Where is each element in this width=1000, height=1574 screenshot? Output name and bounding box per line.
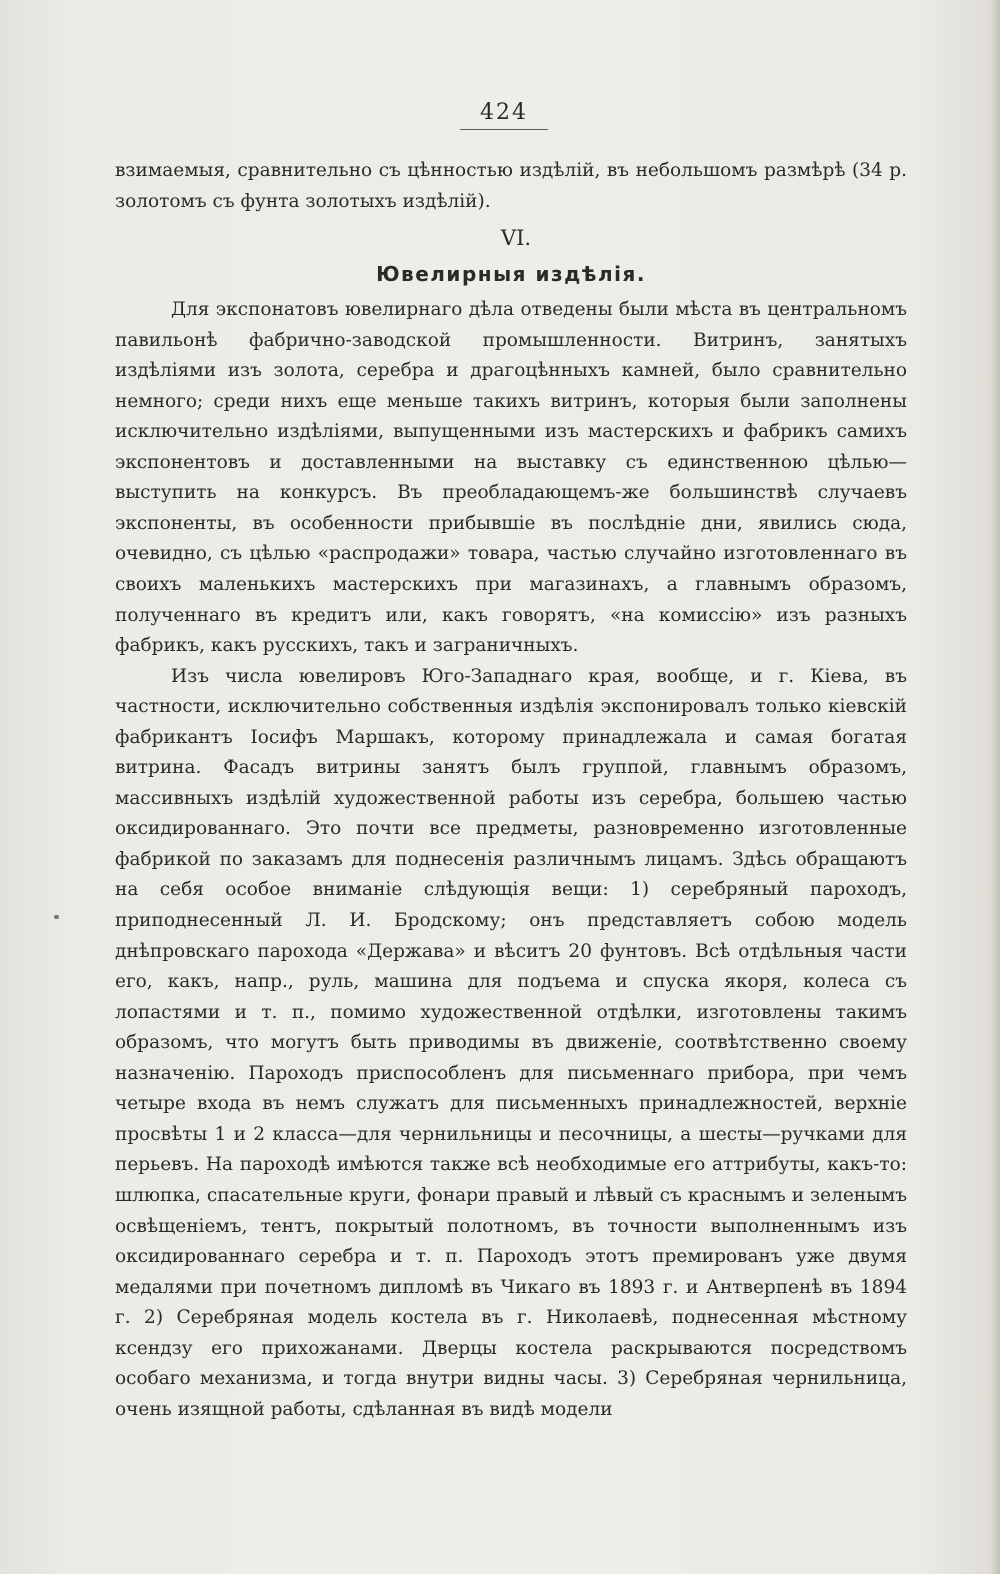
body-paragraph-2: Изъ числа ювелировъ Юго-Западнаго края, вообще, и г. Кіева, въ частности, исключительно собственныя издѣлія экспонировалъ только кіевскій фабрикантъ Іосифъ Маршакъ, которому принадлежала и самая богатая витрина. Фасадъ витрины занятъ былъ группой, главнымъ образомъ, массивныхъ издѣлій художественной работы изъ серебра, большею частью оксидированнаго. Это почти все предметы, разновременно изготовленные фабрикой по заказамъ для поднесенія различнымъ лицамъ. Здѣсь обращаютъ на себя особое вниманіе слѣдующія вещи: 1) серебряный пароходъ, приподнесенный Л. И. Бродскому; онъ представляетъ собою модель днѣпровскаго парохода «Держава» и вѣситъ 20 фунтовъ. Всѣ отдѣльныя части его, какъ, напр., руль, машина для подъема и спуска якоря, колеса съ лопастями и т. п., помимо художественной отдѣлки, изготовлены такимъ образомъ, что могутъ быть приводимы въ движеніе, соотвѣтственно своему назначенію. Пароходъ приспособленъ для письменнаго прибора, при чемъ четыре входа въ немъ служатъ для письменныхъ принадлежностей, верхніе просвѣты 1 и 2 класса—для чернильницы и песочницы, а шесты—ручками для перьевъ. На пароходѣ имѣются также всѣ необходимые его аттрибуты, какъ-то: шлюпка, спасательные круги, фонари правый и лѣвый съ краснымъ и зеленымъ освѣщеніемъ, тентъ, покрытый полотномъ, въ точности выполненнымъ изъ оксидированнаго серебра и т. п. Пароходъ этотъ премированъ уже двумя медалями при почетномъ дипломѣ въ Чикаго въ 1893 г. и Антверпенѣ въ 1894 г. 2) Серебряная модель костела въ г. Николаевѣ, поднесенная мѣстному ксендзу его прихожанами. Дверцы костела раскрываются посредствомъ особаго механизма, и тогда внутри видны часы. 3) Серебряная чернильница, очень изящной работы, сдѣланная въ видѣ модели (115, 665, 907, 1420)
continued-paragraph: взимаемыя, сравнительно съ цѣнностью издѣлій, въ небольшомъ размѣрѣ (34 р. золотомъ съ фунта золотыхъ издѣлій). (115, 160, 907, 212)
body-paragraph-1: Для экспонатовъ ювелирнаго дѣла отведены были мѣста въ центральномъ павильонѣ фабрично-заводской промышленности. Витринъ, занятыхъ издѣліями изъ золота, серебра и драгоцѣнныхъ камней, было сравнительно немного; среди нихъ еще меньше такихъ витринъ, которыя были заполнены исключительно издѣліями, выпущенными изъ мастерскихъ и фабрикъ самихъ экспонентовъ и доставленными на выставку съ единственною цѣлью—выступить на конкурсъ. Въ преобладающемъ-же большинствѣ случаевъ экспоненты, въ особенности прибывшіе въ послѣдніе дни, явились сюда, очевидно, съ цѣлью «распродажи» товара, частью случайно изготовленнаго въ своихъ маленькихъ мастерскихъ при магазинахъ, а главнымъ образомъ, полученнаго въ кредитъ или, какъ говорятъ, «на комиссію» изъ разныхъ фабрикъ, какъ русскихъ, такъ и заграничныхъ. (115, 299, 907, 657)
page-edge-shadow (990, 0, 1000, 1574)
chapter-title: Ювелирныя издѣлія. (376, 262, 646, 287)
page-number: 424 (460, 100, 548, 130)
chapter-number: VI. (500, 226, 532, 251)
ink-speck (54, 915, 59, 919)
page-body (115, 156, 907, 1425)
